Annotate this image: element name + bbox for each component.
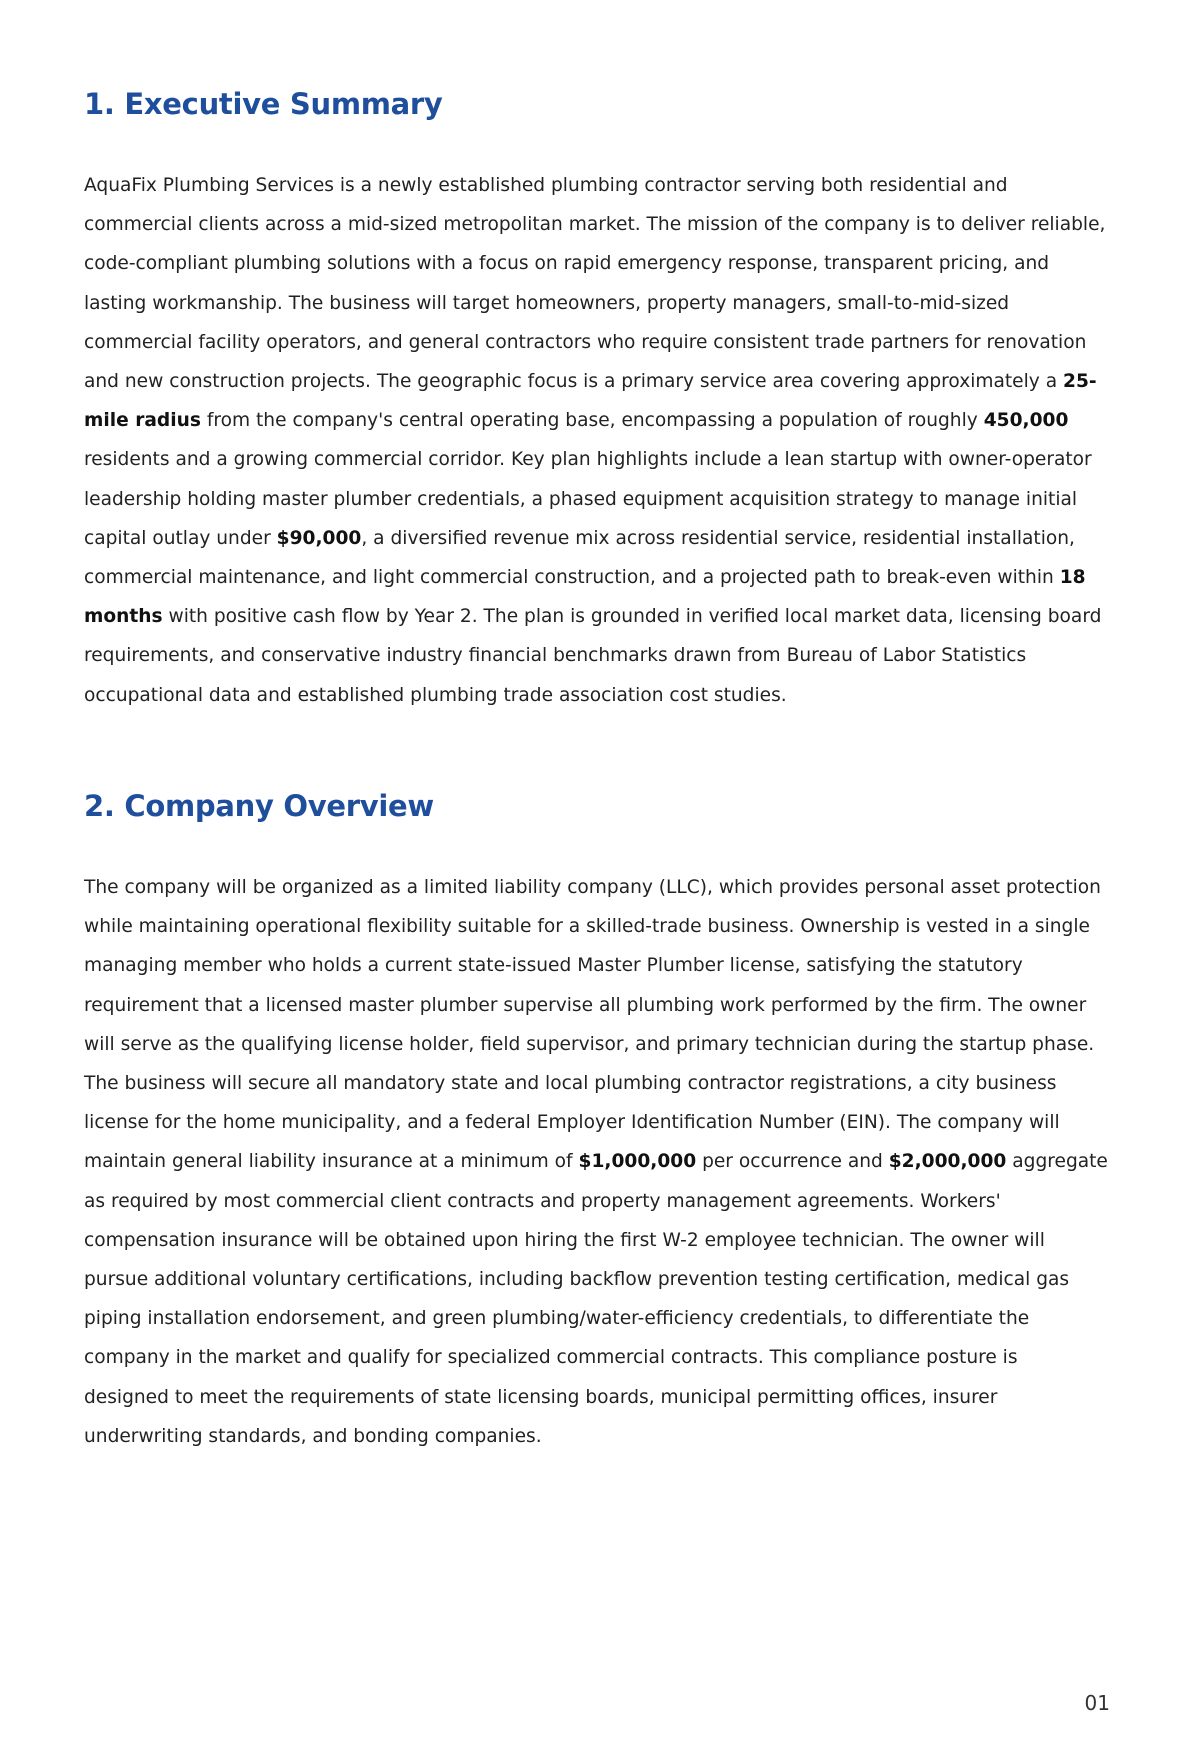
bold-text-run: 450,000 <box>983 410 1069 432</box>
section-paragraph <box>84 166 1108 715</box>
text-run: from the company's central operating base, encompassing a population of roughly <box>200 410 984 432</box>
text-run: per occurrence and <box>696 1151 889 1173</box>
bold-text-run: 18 months <box>84 567 1086 628</box>
executive-summary-section <box>84 86 1108 706</box>
text-run: with positive cash flow by Year 2. The plan is grounded in verified local market data, licensing board requirements, and conservative industry financial benchmarks drawn from Bureau of Labor Statistics occupational data and established plumbing trade association cost studies. <box>84 606 1102 706</box>
section-heading: 1. Executive Summary <box>84 87 443 121</box>
page-number: 01 <box>1084 1691 1110 1715</box>
text-run: The company will be organized as a limited liability company (LLC), which provides personal asset protection while maintaining operational flexibility suitable for a skilled-trade business. Ownership is vested in a single managing member who holds a current state-issued Master Plumber license, satisfying the statutory requirement that a licensed master plumber supervise all plumbing work performed by the firm. The owner will serve as the qualifying license holder, field supervisor, and primary technician during the startup phase. The business will secure all mandatory state and local plumbing contractor registrations, a city business license for the home municipality, and a federal Employer Identification Number (EIN). The company will maintain general liability insurance at a minimum of <box>84 877 1101 1173</box>
section-paragraph <box>84 868 1108 1456</box>
text-run: aggregate as required by most commercial client contracts and property management agreements. Workers' compensation insurance will be obtained upon hiring the first W-2 employee technician. The owner will pursue additional voluntary certifications, including backflow prevention testing certification, medical gas piping installation endorsement, and green plumbing/water-efficiency credentials, to differentiate the company in the market and qualify for specialized commercial contracts. This compliance posture is designed to meet the requirements of state licensing boards, municipal permitting offices, insurer underwriting standards, and bonding companies. <box>84 1151 1108 1447</box>
bold-text-run: $90,000 <box>276 527 362 549</box>
section-heading: 2. Company Overview <box>84 789 434 823</box>
bold-text-run: $1,000,000 <box>578 1151 697 1173</box>
text-run: residents and a growing commercial corridor. Key plan highlights include a lean startup with owner-operator leadership holding master plumber credentials, a phased equipment acquisition strategy to manage initial capital outlay under <box>84 449 1092 549</box>
bold-text-run: 25-mile radius <box>84 371 1097 432</box>
text-run: AquaFix Plumbing Services is a newly established plumbing contractor serving both residential and commercial clients across a mid-sized metropolitan market. The mission of the company is to deliver reliable, code-compliant plumbing solutions with a focus on rapid emergency response, transparent pricing, and lasting workmanship. The business will target homeowners, property managers, small-to-mid-sized commercial facility operators, and general contractors who require consistent trade partners for renovation and new construction projects. The geographic focus is a primary service area covering approximately a <box>84 175 1106 393</box>
text-run: , a diversified revenue mix across residential service, residential installation, commercial maintenance, and light commercial construction, and a projected path to break-even within <box>84 527 1075 589</box>
company-overview-section <box>84 788 1108 1447</box>
bold-text-run: $2,000,000 <box>888 1151 1007 1173</box>
